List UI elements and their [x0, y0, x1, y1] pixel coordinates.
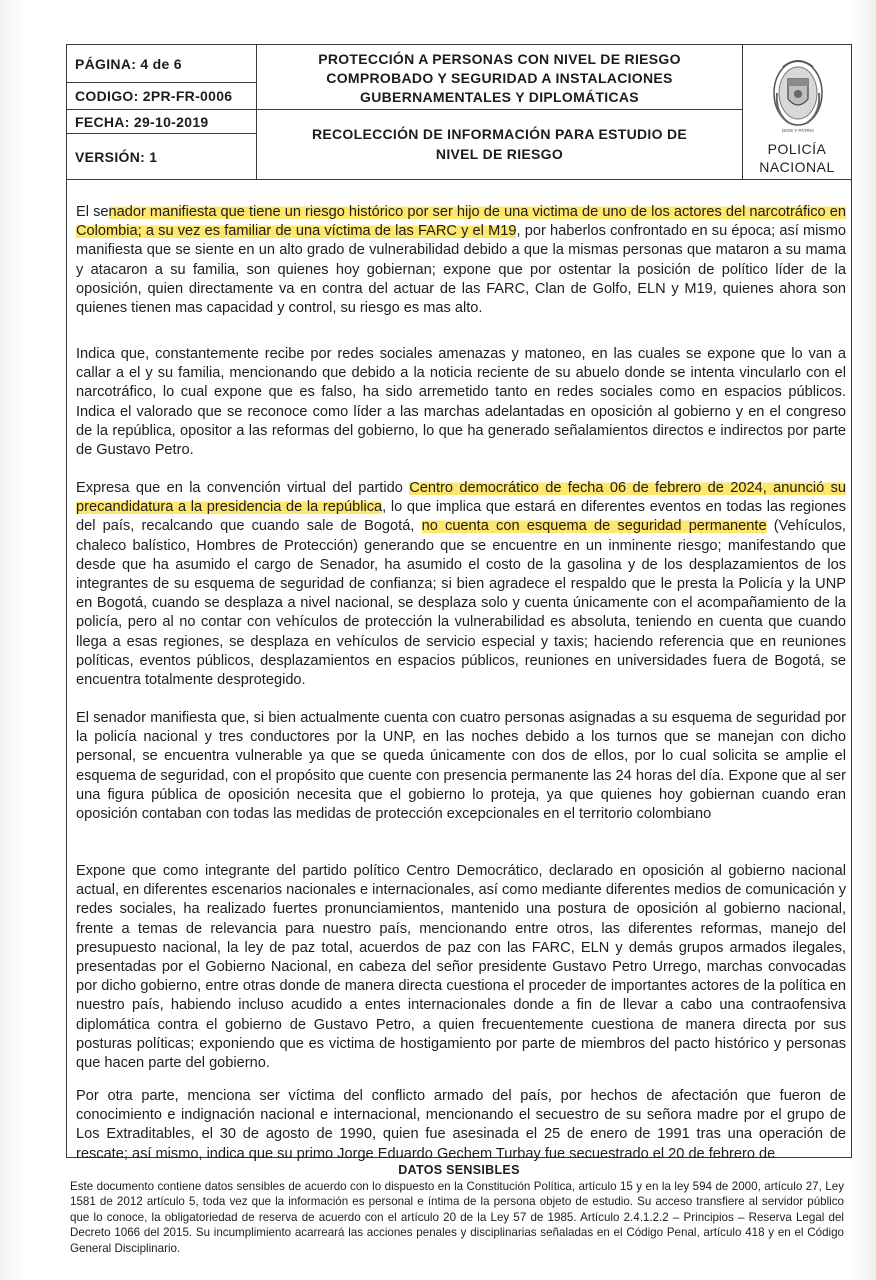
p1-text-e: , por haberlos confrontado en su época; así mismo manifiesta que se siente en un alto grado de vulnerabilidad debido a que la mismas personas que mataron a su mama y atacaron a su familia, son quienes hoy gobiernan; expone que por ostentar la posición de político líder de la oposición, quien directamente va en contra del actuar de las FARC, Clan de Golfo, ELN y M19, quienes ahora son quienes tienen mas capacidad y control, su riesgo es mas alto. — [76, 223, 846, 317]
paragraph-1 — [76, 203, 846, 318]
p3-text-a: Expresa que en la convención virtual del partido — [76, 480, 410, 496]
code-cell: CODIGO: 2PR-FR-0006 — [67, 83, 257, 110]
paragraph-4: El senador manifiesta que, si bien actualmente cuenta con cuatro personas asignadas a su esquema de seguridad por la policía nacional y tres conductores por la UNP, en las noches debido a los turnos que se manejan con dicho personal, se encuentra vulnerable ya que se queda únicamente con dos de ellos, por lo cual solicita se amplie el esquema de seguridad, con el propósito que cuente con presencia permanente las 24 horas del día. Expone que al ser una figura pública de oposición necesita que el gobierno lo proteja, ya que quienes hoy gobiernan cuando eran oposición contaban con todas las medidas de protección excepcionales en el territorio colombiano — [76, 710, 846, 823]
p3-text-c: , lo que implica que estará en diferentes eventos en todas las regiones del país, recalcando que cuando sale de Bogotá, — [76, 499, 846, 535]
document-title — [257, 45, 743, 110]
title-line-3: GUBERNAMENTALES Y DIPLOMÁTICAS — [360, 89, 639, 105]
police-shield-icon — [771, 53, 825, 137]
page-number-cell: PÁGINA: 4 de 6 — [67, 45, 257, 83]
paragraph-2: Indica que, constantemente recibe por redes sociales amenazas y matoneo, en las cuales se expone que lo van a callar a el y su familia, mencionando que debido a la noticia reciente de su abuelo donde se intenta vincularlo con el narcotráfico, lo cual expone que es falso, ha sido arremetido tanto en redes sociales como en espacios públicos. Indica el valorado que se reconoce como líder a las marchas adelantadas en oposición al gobierno y en el congreso de la república, opositor a las reformas del gobierno, lo que ha generado señalamientos directos e indirectos por parte de Gustavo Petro. — [76, 346, 846, 459]
p1-text-a: El se — [76, 204, 109, 220]
p1-text-c: actores del narcotráfico en Colombia — [76, 204, 847, 240]
p3-highlight-2: no cuenta con esquema de seguridad permanente — [421, 518, 767, 535]
p1-highlight-1: nador manifiesta que tiene un riesgo histórico por ser hijo de una victima de uno de los — [108, 204, 670, 220]
logo-line-2: NACIONAL — [759, 159, 835, 175]
logo-line-1: POLICÍA — [767, 141, 827, 157]
footer-title: DATOS SENSIBLES — [398, 1163, 520, 1177]
footer-disclaimer: Este documento contiene datos sensibles de acuerdo con lo dispuesto en la Constitución Política, artículo 15 y en la ley 594 de 2000, artículo 27, Ley 1581 de 2012 artículo 5, toda vez que la información es personal e íntima de la persona objeto de estudio. Su acceso transfiere al servidor público que lo conoce, la obligatoriedad de reserva de acuerdo con el artículo 20 de la Ley 57 de 1985. Artículo 2.4.1.2.2 – Principios – Reserva Legal del Decreto 1066 del 2015. Su incumplimiento acarreará las acciones penales y disciplinarias señaladas en el Código Penal, artículo 418 y en el Código General Disciplinario. — [70, 1180, 844, 1255]
policia-nacional-logo — [743, 45, 851, 179]
logo-caption — [743, 140, 851, 176]
title-line-2: COMPROBADO Y SEGURIDAD A INSTALACIONES — [326, 70, 673, 86]
title-line-1: PROTECCIÓN A PERSONAS CON NIVEL DE RIESGO — [318, 51, 681, 67]
date-cell: FECHA: 29-10-2019 — [67, 110, 257, 134]
p1-highlight-2: ; a su vez es familiar de una víctima de las FARC y el M19 — [137, 223, 517, 240]
subtitle-line-2: NIVEL DE RIESGO — [435, 146, 564, 162]
subtitle-line-1: RECOLECCIÓN DE INFORMACIÓN PARA ESTUDIO DE — [311, 126, 688, 142]
paragraph-6: Por otra parte, menciona ser víctima del conflicto armado del país, por hechos de afectación que fueron de conocimiento e indignación nacional e internacional, mencionando el secuestro de su señora madre por el grupo de Los Extraditables, el 30 de agosto de 1990, quien fue asesinada el 25 de enero de 1991 tras una operación de rescate; así mismo, indica que su primo Jorge Eduardo Gechem Turbay fue secuestrado el 20 de febrero de — [76, 1088, 846, 1162]
p3-text-e: (Vehículos, chaleco balístico, Hombres de Protección) generando que se encuentre en un inminente riesgo; manifestando que desde que ha asumido el cargo de Senador, ha asumido el costo de la gasolina y de los desplazamientos de los integrantes de su esquema de seguridad de confianza; si bien agradece el respaldo que le presta la Policía y la UNP en Bogotá, cuando se desplaza a nivel nacional, se desplaza solo y cuenta únicamente con el acompañamiento de la policía, pero al no contar con vehículos de protección la vulnerabilidad es absoluta, teniendo en cuenta que cuando llega a esas regiones, se desplaza en vehículos de servicio especial y taxis; haciendo referencia que en reuniones políticas, eventos públicos, desplazamientos en espacios públicos, reuniones en universidades fuera de Bogotá, se encuentra totalmente desprotegido. — [76, 518, 846, 689]
version-cell: VERSIÓN: 1 — [67, 134, 257, 179]
paragraph-3 — [76, 479, 846, 690]
seal-motto: DIOS Y PATRIA — [782, 128, 814, 133]
p3-highlight-1: Centro democrático de fecha 06 de febrero de 2024, anunció su precandidatura a la presidencia de la república — [76, 480, 846, 516]
document-header-table — [66, 44, 852, 180]
document-subtitle — [257, 110, 743, 179]
paragraph-5: Expone que como integrante del partido político Centro Democrático, declarado en oposición al gobierno nacional actual, en diferentes escenarios nacionales e internacionales, así como mediante diferentes medios de comunicación y redes sociales, ha realizado fuertes pronunciamientos, mantenido una postura de oposición al gobierno nacional, frente a temas de relevancia para nuestro país, mencionando entre otros, las diferentes reformas, manejo del presupuesto nacional, la ley de paz total, acuerdos de paz con las FARC, ELN y demás grupos armados ilegales, presentadas por el Gobierno Nacional, en cabeza del señor presidente Gustavo Petro Urrego, marchas convocadas por dicho gobierno, entre otras donde de manera directa cuestiona el proceder de importantes actores de la política en nuestro país, habiendo incluso acudido a entes internacionales donde a fin de llevar a cabo una contraofensiva diplomática contra el gobierno de Gustavo Petro, a quien frecuentemente cuestiona de manera directa por sus posturas políticas; exponiendo que es victima de hostigamiento por parte de miembros del pacto histórico y personas que hacen parte del gobierno. — [76, 863, 846, 1072]
